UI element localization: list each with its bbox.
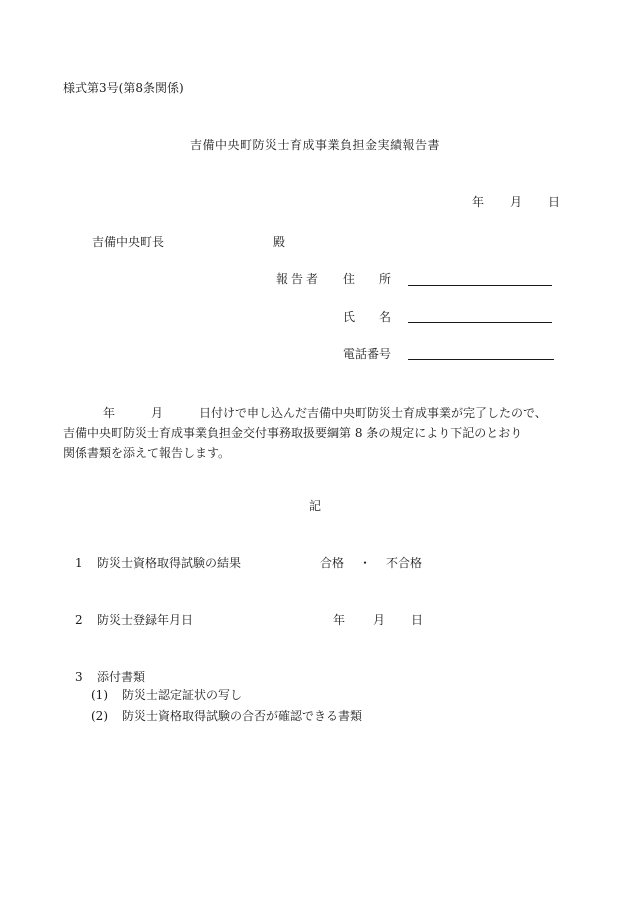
- exam-result-options[interactable]: [320, 557, 422, 569]
- attachment-number: (1): [91, 688, 108, 702]
- reg-day-label: 日: [411, 613, 424, 627]
- address-label: [343, 273, 391, 285]
- item-label: 防災士登録年月日: [97, 613, 194, 627]
- name-label-char1: 氏: [343, 310, 356, 324]
- address-field[interactable]: [408, 285, 552, 286]
- item-label: 防災士資格取得試験の結果: [97, 556, 242, 570]
- item-attachments: [75, 671, 145, 683]
- name-label-char2: 名: [379, 310, 392, 324]
- body-year: 年: [103, 406, 116, 420]
- ki-heading: 記: [308, 499, 321, 513]
- honorific: 殿: [273, 235, 286, 249]
- registration-date-fields[interactable]: [333, 614, 423, 626]
- date-month-label: 月: [510, 195, 523, 209]
- item-number: 2: [75, 613, 83, 627]
- attachment-label: 防災士資格取得試験の合否が確認できる書類: [122, 709, 363, 723]
- body-line-3: 関係書類を添えて報告します。: [63, 446, 231, 460]
- name-field[interactable]: [408, 322, 552, 323]
- body-line1-rest: 日付けで申し込んだ吉備中央町防災士育成事業が完了したので、: [199, 406, 547, 420]
- option-pass[interactable]: 合格: [320, 556, 345, 570]
- attachment-label: 防災士認定証状の写し: [122, 688, 243, 702]
- item-label: 添付書類: [97, 670, 146, 684]
- phone-label: 電話番号: [343, 347, 392, 361]
- attachment-item: [91, 710, 362, 722]
- address-label-char2: 所: [379, 272, 392, 286]
- item-number: 1: [75, 556, 83, 570]
- reg-year-label: 年: [333, 613, 346, 627]
- date-day-label: 日: [548, 195, 561, 209]
- address-label-char1: 住: [343, 272, 356, 286]
- body-line-2: 吉備中央町防災士育成事業負担金交付事務取扱要綱第 8 条の規定により下記のとおり: [63, 426, 523, 440]
- name-label: [343, 311, 391, 323]
- date-year-label: 年: [472, 195, 485, 209]
- body-month: 月: [151, 406, 164, 420]
- item-number: 3: [75, 670, 83, 684]
- option-fail[interactable]: 不合格: [386, 556, 423, 570]
- attachment-item: [91, 689, 242, 701]
- item-registration-date: [75, 614, 193, 626]
- document-title: 吉備中央町防災士育成事業負担金実績報告書: [189, 138, 440, 152]
- form-number: 様式第3号(第8条関係): [63, 81, 184, 95]
- reg-month-label: 月: [373, 613, 386, 627]
- option-separator: ・: [359, 556, 372, 570]
- reporter-label: 報告者: [276, 272, 322, 286]
- addressee: 吉備中央町長: [92, 235, 165, 249]
- report-body: [63, 403, 583, 463]
- attachment-number: (2): [91, 709, 108, 723]
- body-line-1: [63, 403, 583, 423]
- item-exam-result: [75, 557, 241, 569]
- report-date: [472, 196, 560, 208]
- phone-field[interactable]: [408, 359, 554, 360]
